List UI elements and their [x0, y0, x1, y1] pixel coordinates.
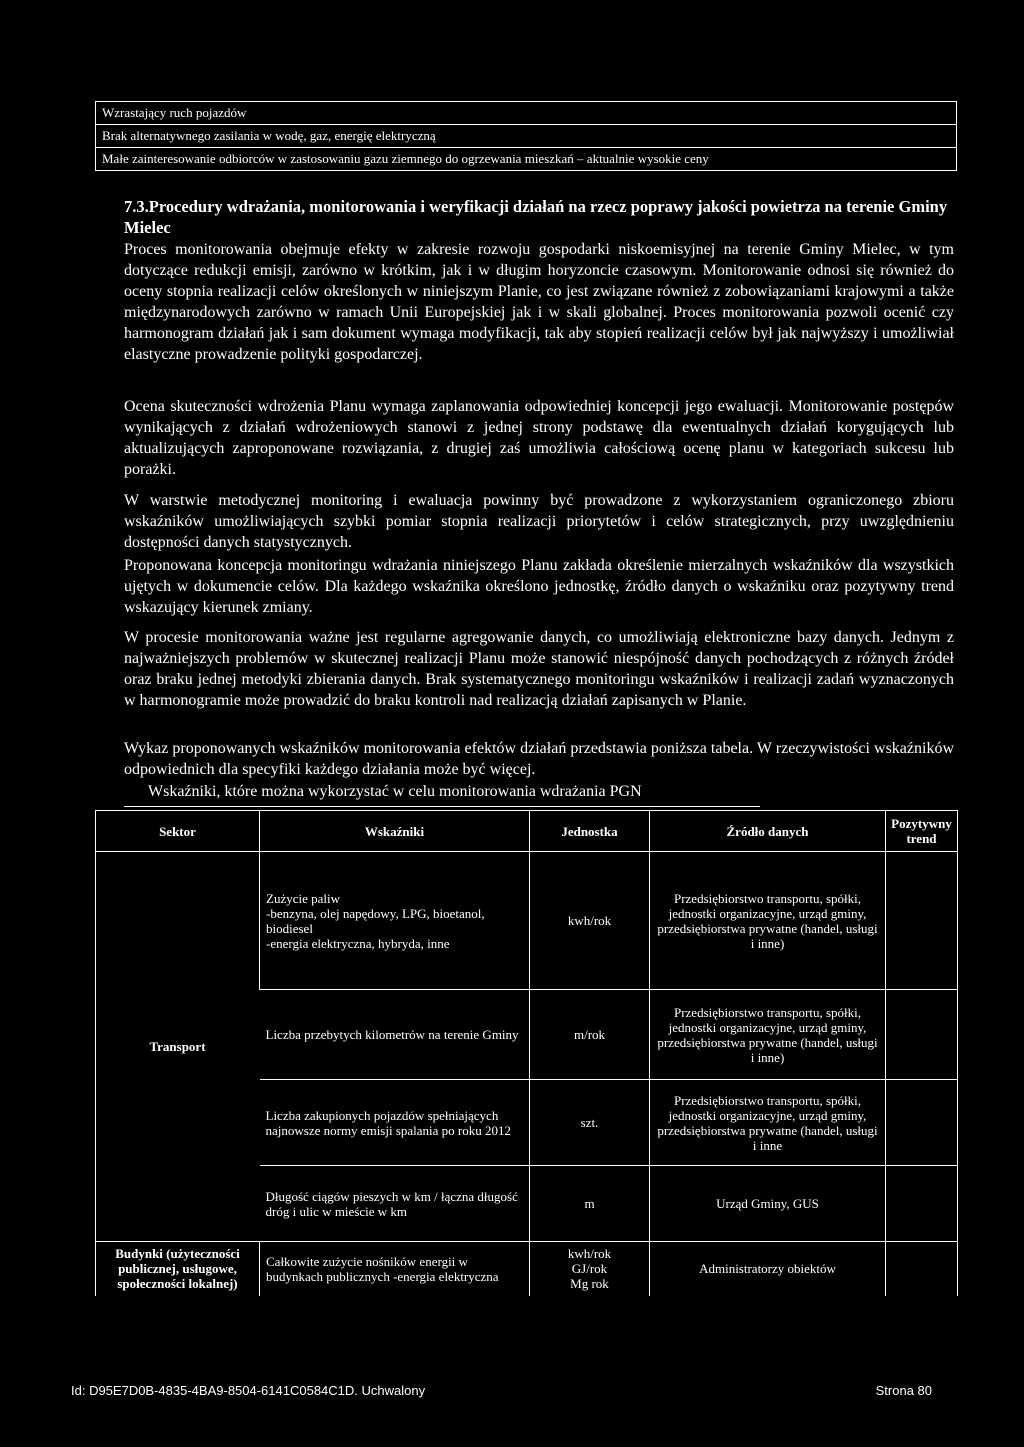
table-caption: Wskaźniki, które można wykorzystać w celu monitorowania wdrażania PGN [148, 783, 642, 800]
table-row [96, 1242, 958, 1296]
indicator-cell: Liczba przebytych kilometrów na terenie Gminy [260, 990, 530, 1080]
unit-cell: szt. [530, 1080, 650, 1166]
unit-cell: m/rok [530, 990, 650, 1080]
problems-row [96, 148, 957, 171]
paragraph: W warstwie metodycznej monitoring i ewaluacja powinny być prowadzone z wykorzystaniem ograniczonego zbioru wskaźników umożliwiających szybki pomiar stopnia realizacji priorytetów i celów strategicznych, przy uwzględnieniu dostępności danych statystycznych. [124, 492, 954, 551]
header-indicators: Wskaźniki [260, 811, 530, 852]
indicators-table [95, 810, 958, 1296]
sector-cell: Transport [96, 852, 260, 1242]
caption-underline [124, 806, 760, 807]
trend-cell [886, 1080, 958, 1166]
indicator-cell: Całkowite zużycie nośników energii w budynkach publicznych -energia elektryczna [260, 1242, 530, 1296]
unit-cell: kwh/rok [530, 852, 650, 990]
indicator-cell: Długość ciągów pieszych w km / łączna długość dróg i ulic w mieście w km [260, 1166, 530, 1242]
table-row [96, 852, 958, 990]
unit-cell: m [530, 1166, 650, 1242]
indicators-header-row [96, 811, 958, 852]
paragraph: W procesie monitorowania ważne jest regularne agregowanie danych, co umożliwiają elektroniczne bazy danych. Jednym z najważniejszych problemów w skutecznej realizacji Planu może stanowić niespójność danych pochodzących z różnych źródeł oraz braku jednej metodyki zbierania danych. Brak systematycznego monitoringu wskaźników i realizacji zadań wyznaczonych w harmonogramie może prowadzić do braku kontroli nad realizacją działań zapisanych w Planie. [124, 629, 954, 709]
problems-row [96, 102, 957, 125]
paragraph: Ocena skuteczności wdrożenia Planu wymaga zaplanowania odpowiedniej koncepcji jego ewaluacji. Monitorowanie postępów wynikających z działań wdrożeniowych stanowi z jednej strony podstawę dla ewentualnych działań korygujących lub aktualizujących zaproponowane rozwiązania, z drugiej zaś umożliwia całościową ocenę planu w kategoriach sukcesu lub porażki. [124, 398, 954, 478]
header-sector: Sektor [159, 823, 196, 839]
indicator-cell: Zużycie paliw -benzyna, olej napędowy, LPG, bioetanol, biodiesel -energia elektryczna, hybryda, inne [260, 852, 530, 990]
source-cell: Urząd Gminy, GUS [650, 1166, 886, 1242]
paragraph: Proces monitorowania obejmuje efekty w zakresie rozwoju gospodarki niskoemisyjnej na terenie Gminy Mielec, w tym dotyczące redukcji emisji, zarówno w krótkim, jak i w długim horyzoncie czasowym. Monitorowanie odnosi się również do oceny stopnia realizacji celów określonych w niniejszym Planie, co jest związane również z zobowiązaniami krajowymi a także międzynarodowych zarówno w ramach Unii Europejskiej jak i w skali globalnej. Proces monitorowania pozwoli ocenić czy harmonogram działań jak i sam dokument wymaga modyfikacji, tak aby stopień realizacji celów był jak najwyższy i umożliwiał elastyczne prowadzenie polityki gospodarczej. [124, 241, 954, 363]
source-cell: Administratorzy obiektów [650, 1242, 886, 1296]
indicator-cell: Liczba zakupionych pojazdów spełniających najnowsze normy emisji spalania po roku 2012 [260, 1080, 530, 1166]
section-heading: 7.3.Procedury wdrażania, monitorowania i weryfikacji działań na rzecz poprawy jakości powietrza na terenie Gminy Mielec [124, 197, 948, 237]
trend-cell [886, 1242, 958, 1296]
document-id: Id: D95E7D0B-4835-4BA9-8504-6141C0584C1D. Uchwalony [71, 1383, 426, 1398]
problems-cell: Wzrastający ruch pojazdów [96, 102, 957, 125]
source-cell: Przedsiębiorstwo transportu, spółki, jednostki organizacyjne, urząd gminy, przedsiębiorstwa prywatne (handel, usługi i inne) [650, 990, 886, 1080]
source-cell: Przedsiębiorstwo transportu, spółki, jednostki organizacyjne, urząd gminy, przedsiębiorstwa prywatne (handel, usługi i inne [650, 1080, 886, 1166]
trend-cell [886, 1166, 958, 1242]
unit-cell: kwh/rok GJ/rok Mg rok [530, 1242, 650, 1296]
header-unit: Jednostka [530, 811, 650, 852]
header-source: Źródło danych [650, 811, 886, 852]
sector-cell: Budynki (użyteczności publicznej, usługowe, społeczności lokalnej) [96, 1242, 260, 1296]
paragraph: Proponowana koncepcja monitoringu wdrażania niniejszego Planu zakłada określenie mierzalnych wskaźników dla wszystkich ujętych w dokumencie celów. Dla każdego wskaźnika określono jednostkę, źródło danych o wskaźniku oraz pozytywny trend wskazujący kierunek zmiany. [124, 557, 954, 616]
problems-cell: Brak alternatywnego zasilania w wodę, gaz, energię elektryczną [96, 125, 957, 148]
page-number: Strona 80 [875, 1383, 932, 1398]
header-trend: Pozytywny trend [886, 811, 958, 852]
problems-cell: Małe zainteresowanie odbiorców w zastosowaniu gazu ziemnego do ogrzewania mieszkań – aktualnie wysokie ceny [96, 148, 957, 171]
trend-cell [886, 852, 958, 990]
problems-row [96, 125, 957, 148]
paragraph: Wykaz proponowanych wskaźników monitorowania efektów działań przedstawia poniższa tabela. W rzeczywistości wskaźników odpowiednich dla specyfiki każdego działania może być więcej. [124, 740, 954, 778]
trend-cell [886, 990, 958, 1080]
problems-table [95, 101, 957, 171]
source-cell: Przedsiębiorstwo transportu, spółki, jednostki organizacyjne, urząd gminy, przedsiębiorstwa prywatne (handel, usługi i inne) [650, 852, 886, 990]
